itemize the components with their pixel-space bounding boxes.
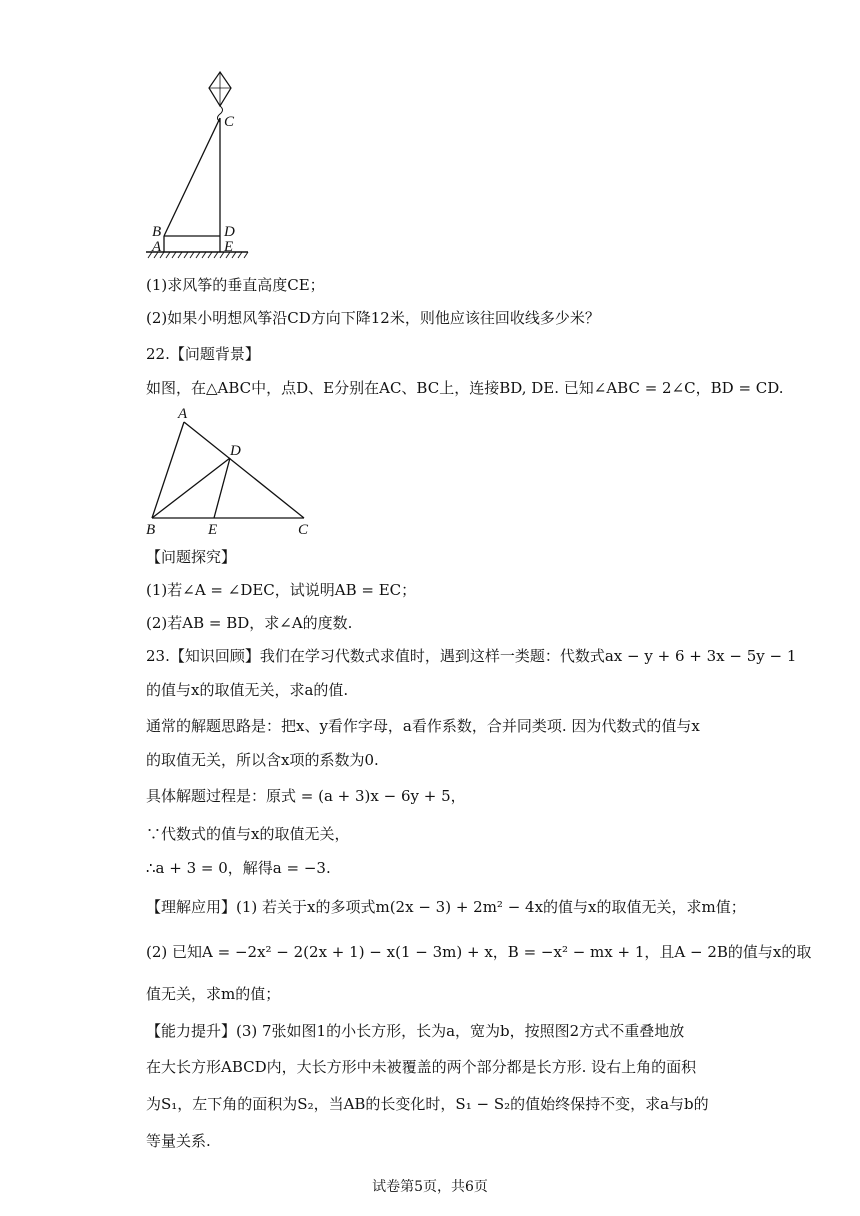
q23-line2: 的值与x的取值无关，求a的值. (146, 681, 349, 699)
segment-bc (164, 118, 220, 236)
tri-label-e: E (208, 522, 218, 538)
q22-intro: 如图，在△ABC中，点D、E分别在AC、BC上，连接BD, DE. 已知∠ABC = 2∠C，BD = CD. (146, 379, 784, 397)
kite-figure (140, 66, 260, 266)
q23-line3: 通常的解题思路是：把x、y看作字母，a看作系数，合并同类项. 因为代数式的值与x (146, 717, 700, 735)
tri-label-d: D (230, 443, 241, 459)
q23-line12: 在大长方形ABCD内，大长方形中未被覆盖的两个部分都是长方形. 设右上角的面积 (146, 1058, 697, 1076)
segment-bd2 (152, 458, 230, 518)
q23-line11: 【能力提升】(3) 7张如图1的小长方形，长为a，宽为b，按照图2方式不重叠地放 (146, 1022, 685, 1040)
label-c: C (224, 114, 235, 130)
q23-line4: 的取值无关，所以含x项的系数为0. (146, 751, 379, 769)
label-d: D (224, 224, 235, 240)
tri-label-c: C (298, 522, 309, 538)
segment-ab2 (152, 422, 184, 518)
page-footer: 试卷第5页，共6页 (372, 1179, 488, 1195)
label-b: B (152, 224, 162, 240)
q23-line5: 具体解题过程是：原式 = (a + 3)x − 6y + 5， (146, 787, 466, 805)
q23-line10: 值无关，求m的值； (146, 985, 281, 1003)
q23-line7: ∴a + 3 = 0，解得a = −3. (146, 859, 331, 877)
segment-de (214, 458, 230, 518)
q23-line8: 【理解应用】(1) 若关于x的多项式m(2x − 3) + 2m² − 4x的值与x的取值无关，求m值； (146, 898, 746, 916)
q21-part1: (1)求风筝的垂直高度CE； (146, 276, 325, 294)
q23-line13: 为S₁，左下角的面积为S₂，当AB的长变化时，S₁ − S₂的值始终保持不变，求a与b的 (146, 1095, 709, 1113)
label-a: A (152, 239, 162, 255)
q23-line1: 23.【知识回顾】我们在学习代数式求值时，遇到这样一类题：代数式ax − y + 6 + 3x − 5y − 1 (146, 647, 797, 665)
q22-explore: 【问题探究】 (146, 548, 237, 566)
tri-label-b: B (146, 522, 156, 538)
q22-title: 22.【问题背景】 (146, 345, 260, 363)
q23-line9: (2) 已知A = −2x² − 2(2x + 1) − x(1 − 3m) + x，B = −x² − mx + 1，且A − 2B的值与x的取 (146, 943, 812, 961)
q23-line14: 等量关系. (146, 1132, 211, 1150)
q23-line6: ∵代数式的值与x的取值无关， (146, 825, 350, 843)
q21-part2: (2)如果小明想风筝沿CD方向下降12米，则他应该往回收线多少米？ (146, 309, 600, 327)
segment-ac (184, 422, 304, 518)
triangle-figure (140, 402, 320, 538)
q22-part2: (2)若AB = BD，求∠A的度数. (146, 614, 353, 632)
label-e: E (224, 239, 234, 255)
tri-label-a: A (178, 406, 188, 422)
q22-part1: (1)若∠A = ∠DEC，试说明AB = EC； (146, 581, 417, 599)
